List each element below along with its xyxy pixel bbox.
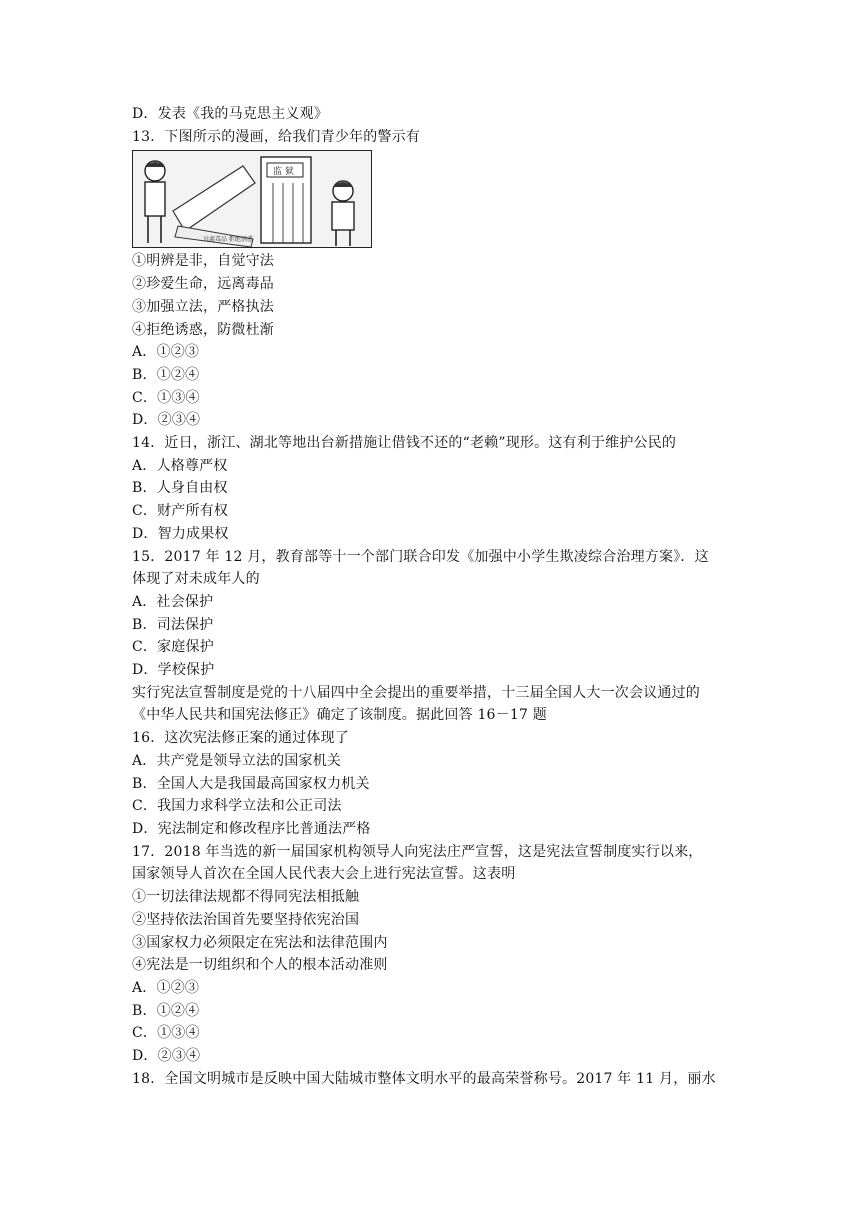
prison-building-illustration <box>261 157 311 243</box>
document-page <box>132 103 732 1090</box>
option-line: A．①②③ <box>132 979 200 996</box>
option-line: B．司法保护 <box>132 616 214 633</box>
text-line: ④宪法是一切组织和个人的根本活动准则 <box>132 957 388 974</box>
cartoon-drawing <box>133 151 371 247</box>
prison-sign: 监 狱 <box>273 167 294 178</box>
text-line: 体现了对未成年人的 <box>132 571 260 588</box>
text-line: ③加强立法，严格执法 <box>132 298 274 315</box>
text-line: 国家领导人首次在全国人民代表大会上进行宪法宣誓。这表明 <box>132 866 516 883</box>
banner-text: 远离毒品 拒绝诱惑 <box>203 236 253 244</box>
option-line: A．①②③ <box>132 344 200 361</box>
question-17-stem: 17．2018 年当选的新一届国家机构领导人向宪法庄严宣誓，这是宪法宣誓制度实行以来， <box>132 843 703 860</box>
option-line: D．宪法制定和修改程序比普通法严格 <box>132 820 371 837</box>
right-figure-illustration <box>332 181 354 246</box>
text-line: D．发表《我的马克思主义观》 <box>132 106 329 122</box>
option-line: B．人身自由权 <box>132 480 228 497</box>
text-line: ①一切法律法规都不得同宪法相抵触 <box>132 889 360 906</box>
option-line: B．①②④ <box>132 366 200 383</box>
banner-illustration <box>173 166 255 247</box>
cartoon-image <box>132 150 372 248</box>
option-line: B．①②④ <box>132 1002 200 1019</box>
option-line: A．人格尊严权 <box>132 457 228 474</box>
question-15-stem: 15．2017 年 12 月，教育部等十一个部门联合印发《加强中小学生欺凌综合治理方案》．这 <box>132 548 709 565</box>
option-line: B．全国人大是我国最高国家权力机关 <box>132 775 370 792</box>
option-line: C．我国力求科学立法和公正司法 <box>132 798 342 815</box>
question-16-stem: 16．这次宪法修正案的通过体现了 <box>132 730 350 747</box>
option-line: D．②③④ <box>132 1048 201 1065</box>
question-14-stem: 14．近日，浙江、湖北等地出台新措施让借钱不还的“老赖”现形。这有利于维护公民的 <box>132 435 677 452</box>
text-line: ④拒绝诱惑，防微杜渐 <box>132 321 274 338</box>
text-line: ③国家权力必须限定在宪法和法律范围内 <box>132 934 388 951</box>
option-line: C．①③④ <box>132 389 200 406</box>
option-line: A．共产党是领导立法的国家机关 <box>132 752 342 769</box>
text-line: ②珍爱生命，远离毒品 <box>132 276 274 293</box>
passage-line: 实行宪法宣誓制度是党的十八届四中全会提出的重要举措，十三届全国人大一次会议通过的 <box>132 684 700 701</box>
option-line: D．学校保护 <box>132 662 215 679</box>
option-line: C．①③④ <box>132 1025 200 1042</box>
option-line: C．家庭保护 <box>132 639 214 656</box>
option-line: A．社会保护 <box>132 593 214 610</box>
question-18-stem: 18．全国文明城市是反映中国大陆城市整体文明水平的最高荣誉称号。2017 年 11 月，丽水 <box>132 1070 716 1087</box>
left-figure-illustration <box>145 161 165 243</box>
option-line: D．智力成果权 <box>132 525 229 542</box>
option-line: D．②③④ <box>132 412 201 429</box>
text-line: ①明辨是非，自觉守法 <box>132 253 274 270</box>
passage-line: 《中华人民共和国宪法修正》确定了该制度。据此回答 16－17 题 <box>132 707 547 724</box>
text-line: ②坚持依法治国首先要坚持依宪治国 <box>132 911 360 928</box>
question-13-stem: 13．下图所示的漫画，给我们青少年的警示有 <box>132 128 421 145</box>
option-line: C．财产所有权 <box>132 503 229 520</box>
